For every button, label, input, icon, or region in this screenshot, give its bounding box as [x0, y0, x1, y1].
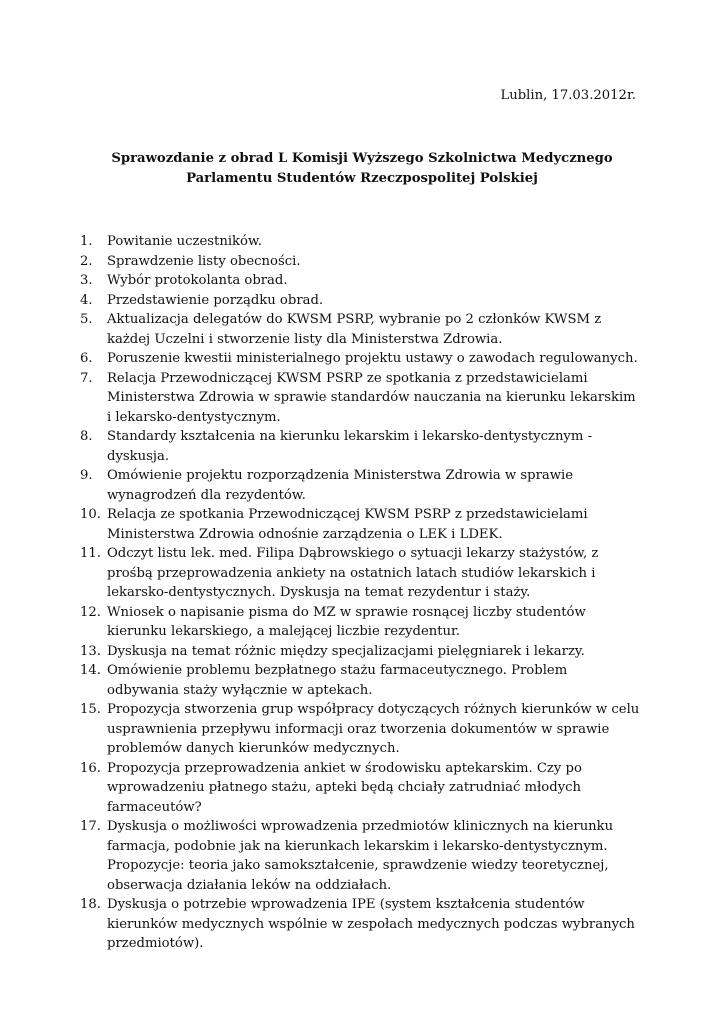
agenda-item-text: Poruszenie kwestii ministerialnego projektu ustawy o zawodach regulowanych. — [107, 351, 638, 366]
agenda-item — [80, 895, 640, 954]
agenda-item-number: 5. — [80, 312, 93, 327]
agenda-item-number: 1. — [80, 234, 93, 249]
agenda-item-text: Relacja ze spotkania Przewodniczącej KWSM PSRP z przedstawicielami Ministerstwa Zdrowia odnośnie zarządzenia o LEK i LDEK. — [107, 507, 588, 542]
agenda-item-text: Dyskusja na temat różnic między specjalizacjami pielęgniarek i lekarzy. — [107, 643, 585, 659]
agenda-item — [80, 505, 640, 544]
agenda-item-number: 15. — [80, 702, 101, 717]
agenda-item-text: Propozycja stworzenia grup współpracy dotyczących różnych kierunków w celu usprawnienia przepływu informacji oraz tworzenia dokumentów w sprawie problemów danych kierunków medycznych. — [107, 702, 640, 756]
agenda-item — [80, 252, 640, 272]
agenda-item-number: 12. — [80, 604, 101, 620]
agenda-item-number: 10. — [80, 507, 101, 522]
agenda-item-text: Propozycja przeprowadzenia ankiet w środowisku aptekarskim. Czy po wprowadzeniu płatnego stażu, apteki będą chciały zatrudniać młodych farmaceutów? — [107, 760, 582, 815]
agenda-item-number: 9. — [80, 468, 93, 483]
agenda-item-text: Omówienie projektu rozporządzenia Ministerstwa Zdrowia w sprawie wynagrodzeń dla rezydentów. — [107, 468, 574, 503]
agenda-item-text: Aktualizacja delegatów do KWSM PSRP, wybranie po 2 członków KWSM z każdej Uczelni i stworzenie listy dla Ministerstwa Zdrowia. — [107, 312, 602, 347]
agenda-item — [80, 661, 640, 700]
agenda-item-number: 11. — [80, 546, 101, 561]
agenda-item — [80, 291, 640, 311]
agenda-item-text: Omówienie problemu bezpłatnego stażu farmaceutycznego. Problem odbywania staży wyłącznie w aptekach. — [107, 663, 568, 698]
agenda-item-number: 6. — [80, 351, 93, 366]
agenda-item-number: 14. — [80, 663, 101, 678]
agenda-item-number: 8. — [80, 429, 93, 444]
agenda-item — [80, 349, 640, 369]
agenda-item — [80, 759, 640, 818]
agenda-item — [80, 369, 640, 428]
agenda-item-text: Sprawdzenie listy obecności. — [107, 253, 301, 269]
agenda-item-text: Standardy kształcenia na kierunku lekarskim i lekarsko-dentystycznym - dyskusja. — [107, 429, 593, 464]
agenda-item-number: 13. — [80, 643, 101, 659]
agenda-item — [80, 817, 640, 895]
agenda-item-text: Dyskusja o potrzebie wprowadzenia IPE (system kształcenia studentów kierunków medycznych wspólnie w zespołach medycznych podczas wybranych przedmiotów). — [107, 897, 635, 951]
agenda-item — [80, 310, 640, 349]
agenda-item — [80, 642, 640, 662]
document-title: Sprawozdanie z obrad L Komisji Wyższego Szkolnictwa Medycznego Parlamentu Studentów Rzeczpospolitej Polskiej — [111, 151, 613, 186]
agenda-item — [80, 544, 640, 603]
agenda-item — [80, 427, 640, 466]
agenda-item — [80, 603, 640, 642]
agenda-item-number: 18. — [80, 897, 101, 912]
agenda-item — [80, 466, 640, 505]
agenda-item — [80, 271, 640, 291]
agenda-item-text: Relacja Przewodniczącej KWSM PSRP ze spotkania z przedstawicielami Ministerstwa Zdrowia w sprawie standardów nauczania na kierunku lekarskim i lekarsko-dentystycznym. — [107, 370, 636, 425]
agenda-item-number: 3. — [80, 273, 93, 288]
agenda-item-number: 16. — [80, 760, 101, 776]
agenda-item-number: 7. — [80, 370, 93, 386]
agenda-item-text: Powitanie uczestników. — [107, 234, 262, 249]
agenda-list — [80, 232, 640, 954]
agenda-item-text: Przedstawienie porządku obrad. — [107, 292, 324, 308]
document-date: Lublin, 17.03.2012r. — [500, 88, 636, 103]
agenda-item-text: Dyskusja o możliwości wprowadzenia przedmiotów klinicznych na kierunku farmacja, podobnie jak na kierunkach lekarskim i lekarsko-dentystycznym. Propozycje: teoria jako samokształcenie, sprawdzenie wiedzy teoretycznej, obserwacja działania leków na oddziałach. — [107, 819, 614, 893]
agenda-item-number: 4. — [80, 292, 93, 308]
agenda-item-number: 2. — [80, 253, 93, 269]
agenda-item — [80, 232, 640, 252]
agenda-item-text: Wniosek o napisanie pisma do MZ w sprawie rosnącej liczby studentów kierunku lekarskiego, a malejącej liczbie rezydentur. — [107, 604, 586, 639]
agenda-item — [80, 700, 640, 759]
agenda-item-number: 17. — [80, 819, 101, 834]
agenda-item-text: Odczyt listu lek. med. Filipa Dąbrowskiego o sytuacji lekarzy stażystów, z prośbą przeprowadzenia ankiety na ostatnich latach studiów lekarskich i lekarsko-dentystycznych. Dyskusja na temat rezydentur i staży. — [107, 546, 599, 600]
agenda-item-text: Wybór protokolanta obrad. — [107, 273, 288, 288]
